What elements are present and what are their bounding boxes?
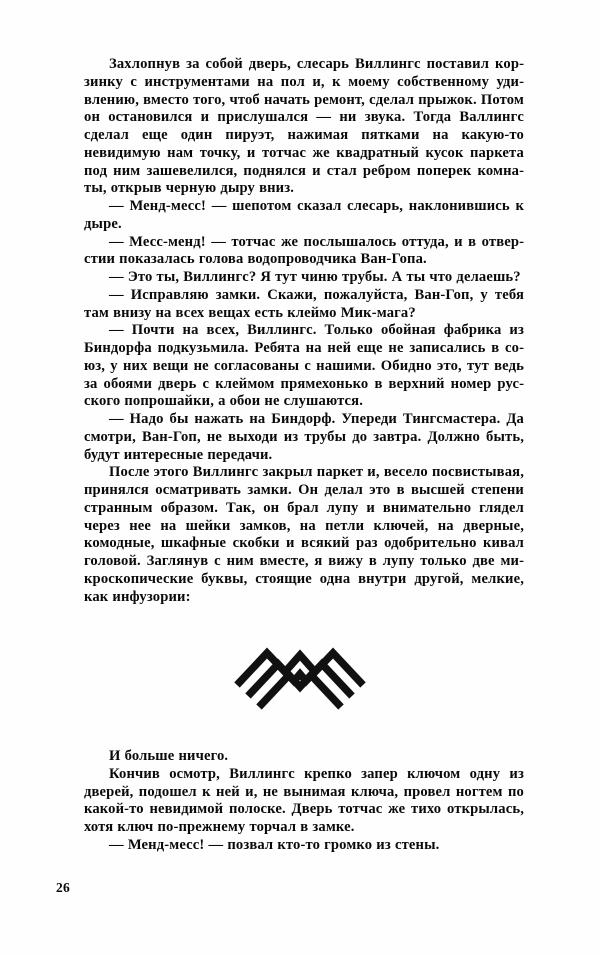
paragraph: — Менд-месс! — позвал кто-то громко из стены.	[109, 836, 440, 853]
nested-m-monogram-illustration	[0, 600, 600, 748]
paragraph: — Месс-менд! — тотчас же послышалось оттуда, и в отверстии показалась голова водопроводчика Ван-Гопа.	[84, 233, 524, 268]
page-number: 26	[56, 880, 71, 895]
paragraph: — Менд-месс! — шепотом сказал слесарь, наклонившись к дыре.	[84, 198, 524, 232]
paragraph: — Это ты, Виллингс? Я тут чиню трубы. А ты что делаешь?	[109, 269, 521, 285]
paragraph: Захлопнув за собой дверь, слесарь Виллингс поставил корзинку с инструментами на пол и, к моему собственному удивлению, вместо того, чтоб начать ремонт, сделал прыжок. Потом он остановился и прислушался — ни звука. Тогда Валлингс сделал еще один пируэт, нажимая пятками на какую-то невидимую нам точку, и тотчас же квадратный кусок паркета под ним зашевелился, поднялся и стал ребром поперек комнаты, открыв черную дыру вниз.	[84, 56, 524, 197]
paragraph: Кончив осмотр, Виллингс крепко запер ключом одну из дверей, подошел к ней и, не вынимая ключа, провел ногтем по какой-то невидимой полоске. Дверь тотчас же тихо открылась, хотя ключ по-прежнему торчал в замке.	[84, 765, 524, 835]
monogram-stroke-inner	[259, 675, 341, 707]
paragraph: — Надо бы нажать на Биндорф. Упереди Тингсмастера. Да смотри, Ван-Гоп, не выходи из трубы до завтра. Должно быть, будут интересные передачи.	[84, 411, 524, 463]
nested-m-monogram-icon	[234, 633, 366, 715]
paragraph: — Почти на всех, Виллингс. Только обойная фабрика из Биндорфа подкузьмила. Ребята на ней еще не записались в союз, у них вещи не согласованы с нашими. Обидно это, тут ведь за обоями дверь с клеймом прямехонько в верхний номер русского попрошайки, а обои не слушаются.	[84, 322, 524, 410]
main-text-column	[84, 56, 524, 606]
paragraph: И больше ничего.	[109, 748, 229, 764]
paragraph: — Исправляю замки. Скажи, пожалуйста, Ван-Гоп, у тебя там внизу на всех вещах есть клеймо Мик-мага?	[84, 286, 524, 321]
paragraph: После этого Виллингс закрыл паркет и, весело посвистывая, принялся осматривать замки. Он делал это в высшей степени странным образом. Так, он брал лупу и внимательно глядел через нее на шейки замков, на петли ключей, на дверные, комодные, шкафные скобки и всякий раз одобрительно кивал головой. Заглянув с ним вместе, я вижу в лупу только две микроскопические буквы, стоящие одна внутри другой, мелкие, как инфузории:	[84, 464, 524, 605]
tail-text-column	[84, 748, 524, 855]
